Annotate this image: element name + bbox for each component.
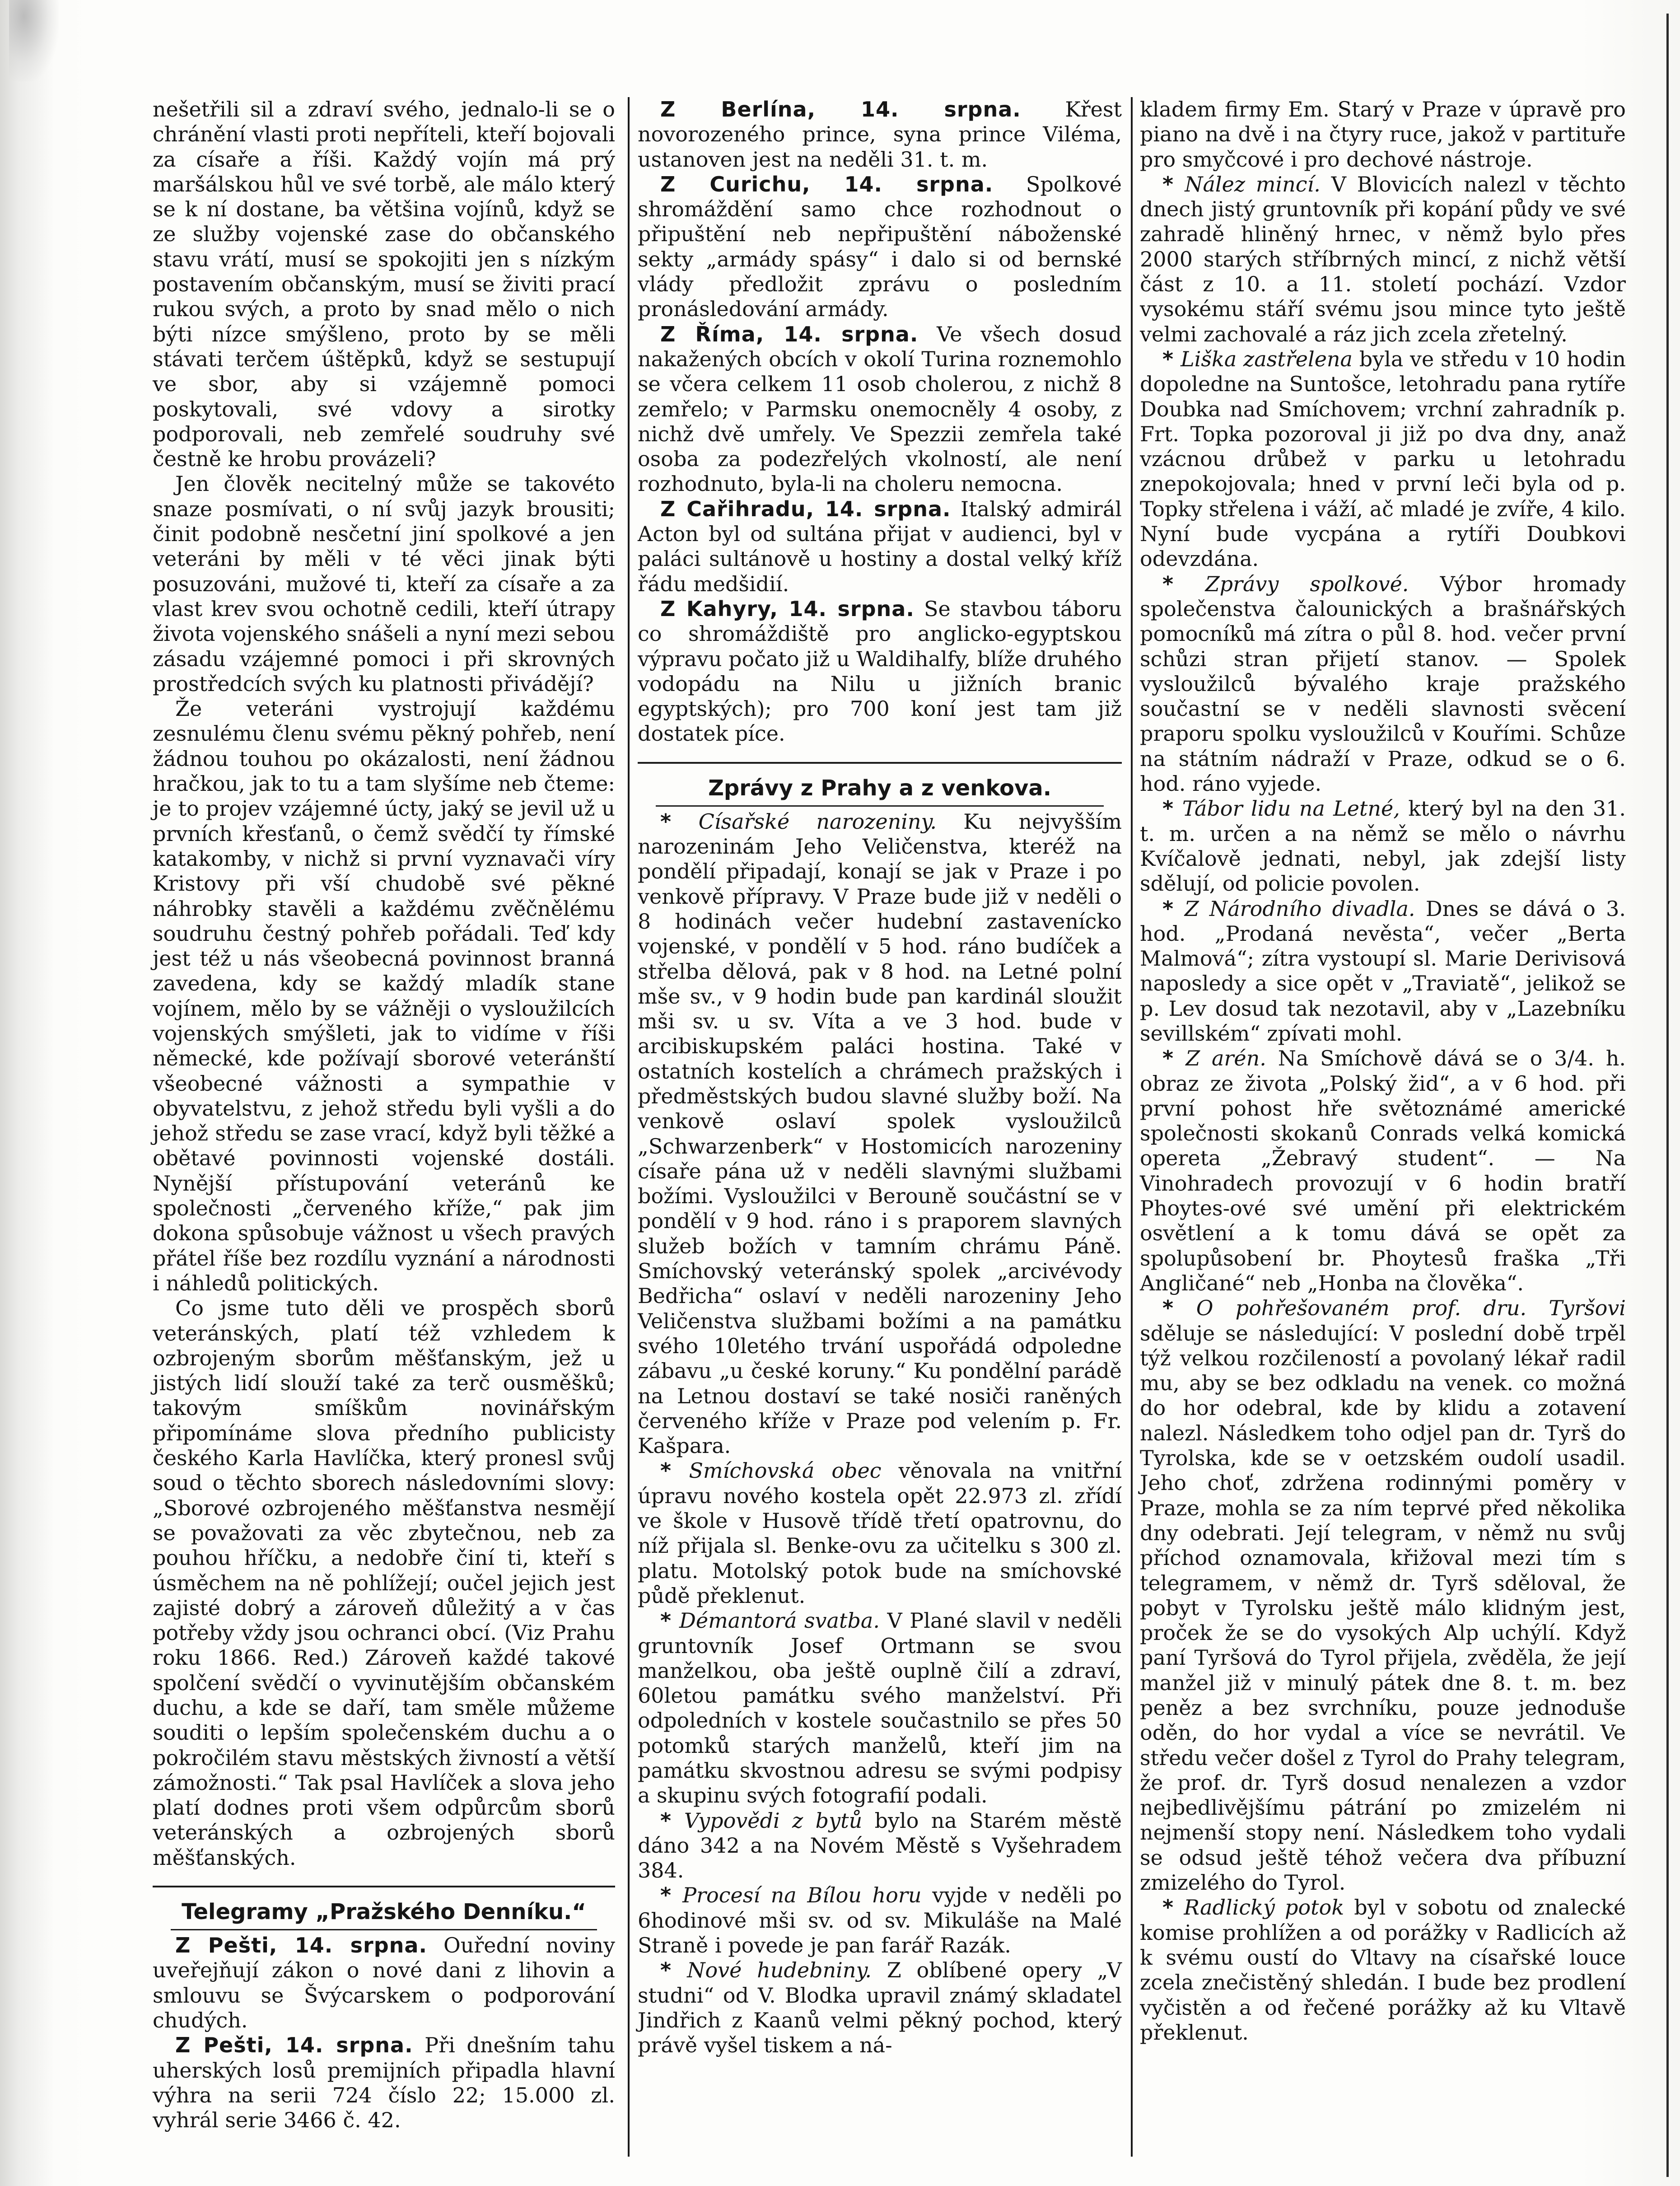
asterisk-marker: * bbox=[1162, 1296, 1196, 1321]
section-heading: Telegramy „Pražského Denníku.“ bbox=[182, 1899, 586, 1925]
item-title: Radlický potok bbox=[1184, 1895, 1344, 1920]
item-text: který byl na den 31. t. m. určen a na němž se mělo o návrhu Kvíčalově jednati, nebyl, jak zdejší listy sdělují, od policie povolen. bbox=[1140, 796, 1626, 896]
news-dateline: Z Cařihradu, 14. srpna. bbox=[660, 496, 951, 521]
asterisk-marker: * bbox=[1162, 571, 1205, 596]
section-rule bbox=[153, 1886, 615, 1887]
item-text: věnovala na vnitřní úpravu nového kostela opět 22.973 zl. zřídí ve škole v Husově třídě třetí opatrovnu, do níž přijala sl. Benke-ovu za učitelku s 300 zl. platu. Motolský potok bude na smíchovské půdě překlenut. bbox=[638, 1458, 1122, 1608]
paragraph-text: kladem firmy Em. Starý v Praze v úpravě pro piano na dvě i na čtyry ruce, jakož v partituře pro smyčcové i pro dechové nástroje. bbox=[1140, 97, 1626, 172]
item-title: Nové hudebniny. bbox=[687, 1958, 872, 1983]
item-text: vyjde v neděli po 6hodinové mši sv. od sv. Mikuláše na Malé Straně i povede je pan farář Razák. bbox=[638, 1883, 1122, 1958]
news-item bbox=[153, 2033, 615, 2133]
item-title: Procesí na Bílou horu bbox=[682, 1883, 922, 1908]
asterisk-marker: * bbox=[1162, 896, 1185, 921]
item-text: Na Smíchově dává se o 3/4. h. obraz ze života „Polský žid“, a v 6 hod. při první pohost hře světoznámé americké společnosti skokanů Conrads velká komická opereta „Žebravý student“. — Na Vinohradech provozují v 6 hodin bratří Phoytes-ové své umění při elektrickém osvětlení a k tomu dává se opět za spolupůsobení br. Phoytesů fraška „Tři Angličané“ neb „Honba na člověka“. bbox=[1140, 1046, 1626, 1295]
asterisk-marker: * bbox=[1162, 346, 1181, 371]
item-title: Z arén. bbox=[1185, 1046, 1266, 1071]
scan-edge-shadow bbox=[0, 0, 54, 2186]
column-divider-1 bbox=[628, 97, 630, 2157]
scan-right-edge bbox=[1666, 14, 1669, 2177]
local-news-item bbox=[1140, 172, 1626, 347]
local-news-item bbox=[1140, 572, 1626, 797]
asterisk-marker: * bbox=[1162, 796, 1182, 821]
item-title: Nález mincí. bbox=[1185, 172, 1321, 196]
item-title: Démantorá svatba. bbox=[679, 1608, 880, 1633]
article-paragraph bbox=[153, 97, 615, 472]
item-title: O pohřešovaném prof. dru. Tyršovi bbox=[1196, 1296, 1626, 1321]
item-text: Ku nejvyšším narozeninám Jeho Veličenstva, kteréž na pondělí připadají, konají se jak v Praze i po venkově přípravy. V Praze bude již v neděli o 8 hodinách večer hudební zastavenícko vojenské, v pondělí v 5 hod. ráno budíček a střelba dělová, pak v 8 hod. na Letné polní mše sv., v 9 hodin bude pan kardinál sloužit mši sv. u sv. Víta a ve 3 hod. bude v arcibiskupském paláci hostina. Také v ostatních kostelích a chrámech pražských i předměstských budou slavné služby boží. Na venkově oslaví spolek vysloužilců „Schwarzenberk“ v Hostomicích narozeniny císaře pána už v neděli slavnými službami božími. Vysloužilci v Berouně součástní se v pondělí v 9 hod. ráno i s praporem slavných služeb božích v tamním chrámu Páně. Smíchovský veteránský spolek „arcivévody Bedřicha“ oslaví v neděli narozeniny Jeho Veličenstva službami božími a na památku svého 10letého trvání uspořádá odpoledne zábavu „u české koruny.“ Ku pondělní parádě na Letnou dostaví se také nosiči raněných červeného kříže v Praze pod velením p. Fr. Kašpara. bbox=[638, 809, 1122, 1458]
news-item bbox=[638, 322, 1122, 497]
heading-underline bbox=[171, 1929, 597, 1930]
news-dateline: Z Říma, 14. srpna. bbox=[660, 322, 919, 346]
local-news-item bbox=[638, 1608, 1122, 1808]
news-item bbox=[638, 497, 1122, 597]
news-dateline: Z Berlína, 14. srpna. bbox=[660, 97, 1021, 121]
news-dateline: Z Pešti, 14. srpna. bbox=[175, 1933, 427, 1958]
news-text: Při dnešním tahu uherských losů premijních připadla hlavní výhra na serii 724 číslo 22; 15.000 zl. vyhrál serie 3466 č. 42. bbox=[153, 2033, 616, 2133]
article-paragraph bbox=[1140, 97, 1626, 172]
column-right bbox=[1140, 97, 1626, 2045]
local-news-item bbox=[638, 809, 1122, 1459]
news-item bbox=[638, 172, 1122, 322]
news-text: Ve všech dosud nakažených obcích v okolí Turina roznemohlo se včera celkem 11 osob cholerou, z nichž 8 zemřelo; v Parmsku onemocněly 4 osoby, z nichž dvě umřely. Ve Spezzii zemřela také osoba za podezřelých vkolností, ale není rozhodnuto, byla-li na choleru nemocna. bbox=[638, 322, 1122, 496]
article-paragraph bbox=[153, 696, 615, 1296]
asterisk-marker: * bbox=[660, 1458, 689, 1483]
item-text: bylo na Starém městě dáno 342 a na Novém Městě s Vyšehradem 384. bbox=[638, 1808, 1122, 1883]
item-title: Smíchovská obec bbox=[689, 1458, 882, 1483]
section-rule bbox=[638, 762, 1122, 764]
news-item bbox=[638, 97, 1122, 172]
news-dateline: Z Curichu, 14. srpna. bbox=[660, 172, 994, 196]
asterisk-marker: * bbox=[1162, 1046, 1186, 1071]
column-middle bbox=[638, 97, 1122, 2058]
local-news-item bbox=[638, 1958, 1122, 2058]
column-left bbox=[153, 97, 615, 2133]
article-paragraph bbox=[153, 1296, 615, 1870]
item-text: byla ve středu v 10 hodin dopoledne na Suntošce, letohradu pana rytíře Doubka nad Smíchovem; vrchní zahradník p. Frt. Topka pozoroval ji již po dva dny, anaž vzácnou drůbež v parku u letohradu znepokojovala; hned v první leči byla od p. Topky střelena i váží, ač mladé je zvíře, 4 kilo. Nyní bude vycpána a rytíři Doubkovi odevzdána. bbox=[1140, 346, 1626, 571]
section-heading: Zprávy z Prahy a z venkova. bbox=[708, 775, 1051, 801]
local-news-item bbox=[638, 1458, 1122, 1608]
item-title: Císařské narozeniny. bbox=[698, 809, 937, 834]
news-dateline: Z Pešti, 14. srpna. bbox=[175, 2033, 413, 2058]
scan-ink-blot bbox=[9, 0, 59, 81]
local-news-item bbox=[1140, 897, 1626, 1046]
local-news-item bbox=[638, 1883, 1122, 1958]
local-news-item bbox=[638, 1808, 1122, 1883]
item-text: Výbor hromady společenstva čalounických a brašnářských pomocníků má zítra o půl 8. hod. večer první schůzi stran přijetí stanov. — Spolek vysloužilců bývalého kraje pražského součastní se v neděli slavnosti svěcení praporu spolku vysloužilců v Kouřími. Schůze na státním nádraží v Praze, odkud se o 6. hod. ráno vyjede. bbox=[1140, 571, 1626, 796]
news-text: Křest novorozeného prince, syna prince Viléma, ustanoven jest na neděli 31. t. m. bbox=[638, 97, 1122, 172]
local-news-item bbox=[1140, 1296, 1626, 1895]
item-text: Dnes se dává o 3. hod. „Prodaná nevěsta“, večer „Berta Malmová“; zítra vystoupí sl. Marie Derivisová naposledy a sice opět v „Traviatě“, jelikož se p. Lev dosud tak nezotavil, aby v „Lazebníku sevillském“ zpívati mohl. bbox=[1140, 896, 1626, 1046]
local-news-item bbox=[1140, 796, 1626, 896]
asterisk-marker: * bbox=[660, 1958, 687, 1983]
column-divider-2 bbox=[1131, 97, 1133, 2157]
paragraph-text: Co jsme tuto děli ve prospěch sborů veteránských, platí též vzhledem k ozbrojeným sborům měšťanským, jež u jistých lidí slouží také za terč ousměšků; takovým smíškům novinářským připomínáme slova předního publicisty českého Karla Havlíčka, který pronesl svůj soud o těchto sborech následovními slovy: „Sborové ozbrojeného měšťanstva nesmějí se považovati za věc zbytečnou, neb za pouhou hříčku, a nedobře činí ti, kteří s úsměchem na ně pohlížejí; oučel jejich jest zajisté dobrý a zároveň důležitý a v čas potřeby vždy jsou ochranci obcí. (Viz Prahu roku 1866. Red.) Zároveň každé takové spolčení svědčí o vyvinutějším občanském duchu, a kde se daří, tam směle můžeme souditi o lepším společenském duchu a o pokročilém stavu městských živností a větší zámožnosti.“ Tak psal Havlíček a slova jeho platí dodnes proti všem odpůrcům sborů veteránských a ozbrojených sborů měšťanských. bbox=[153, 1296, 615, 1870]
item-title: Liška zastřelena bbox=[1181, 346, 1353, 371]
news-dateline: Z Kahyry, 14. srpna. bbox=[660, 596, 915, 621]
item-text: V Plané slavil v neděli gruntovník Josef Ortmann se svou manželkou, oba ještě ouplně čilí a zdraví, 60letou památku svého manželství. Při odpoledních v kostele součastnilo se přes 50 potomků starých manželů, kteří jim na památku skvostnou adresu se svými podpisy a skupinu svých fotografií podali. bbox=[638, 1608, 1122, 1808]
article-paragraph bbox=[153, 472, 615, 696]
local-news-item bbox=[1140, 1895, 1626, 2045]
item-title: Zprávy spolkové. bbox=[1205, 571, 1409, 596]
asterisk-marker: * bbox=[660, 1808, 684, 1833]
item-text: V Blovicích nalezl v těchto dnech jistý gruntovník při kopání půdy ve své zahradě hliněný hrnec, v němž bylo přes 2000 starých stříbrných mincí, z nichž větší část z 10. a 11. století pochází. Vzdor vysokému stáří svému jsou mince tyto ještě velmi zachovalé a ráz jich zcela zřetelný. bbox=[1140, 172, 1626, 346]
asterisk-marker: * bbox=[1162, 172, 1185, 196]
paragraph-text: nešetřili sil a zdraví svého, jednalo-li se o chránění vlasti proti nepříteli, kteří bojovali za císaře a říši. Každý vojín má prý maršálskou hůl ve své torbě, ale málo který se k ní dostane, ba většina vojínů, když se ze služby vojenské zase do občanského stavu vrátí, musí se spokojiti jen s nízkým postavením občanským, musí se živiti prací rukou svých, a proto by snad mělo o nich býti nízce smýšleno, proto by se měli stávati terčem úštěpků, když se sestupují ve sbor, aby si vzájemně pomoci poskytovali, své vdovy a sirotky podporovali, neb zemřelé soudruhy své čestně ke hrobu provázeli? bbox=[153, 97, 615, 472]
item-text: byl v sobotu od znalecké komise prohlížen a od porážky v Radlicích až k svému oustí do Vltavy na císařské louce zcela znečistěný shledán. I bude bez prodlení vyčistěn a od řečené porážky až ku Vltavě překlenut. bbox=[1140, 1895, 1626, 2045]
asterisk-marker: * bbox=[660, 1883, 683, 1908]
heading-underline bbox=[656, 805, 1104, 807]
news-text: Ouřední noviny uveřejňují zákon o nové dani z lihovin a smlouvu se Švýcarskem o podporování chudých. bbox=[153, 1933, 615, 2032]
asterisk-marker: * bbox=[1162, 1895, 1184, 1920]
asterisk-marker: * bbox=[660, 1608, 680, 1633]
news-text: Se stavbou táboru co shromáždiště pro anglicko-egyptskou výpravu počato již u Waldihalfy, blíže druhého vodopádu na Nilu u jižních branic egyptských); pro 700 koní jest tam již dostatek píce. bbox=[638, 596, 1122, 746]
item-title: Z Národního divadla. bbox=[1184, 896, 1415, 921]
item-text: sděluje se následující: V poslední době trpěl týž velkou rozčileností a povolaný lékař radil mu, aby se bez odkladu na venek. co možná do hor odebral, kde by klidu a zotavení nalezl. Následkem toho odjel pan dr. Tyrš do Tyrolska, kde se v oetzském oudolí usadil. Jeho choť, zdržena rodinnými poměry v Praze, mohla se za ním teprvé před několika dny odebrati. Její telegram, v němž nu svůj příchod oznamovala, křižoval mezi tím s telegramem, v němž dr. Tyrš sděloval, že pobyt v Tyrolsku ještě málo klidným jest, proček že se do vysokých Alp uchýlí. Když paní Tyršová do Tyrol přijela, zvěděla, že její manžel již v minulý pátek dne 8. t. m. bez peněz a bez svrchníku, pouze jednoduše oděn, do hor vydal a více se nevrátil. Ve středu večer došel z Tyrol do Prahy telegram, že prof. dr. Tyrš dosud nenalezen a vzdor nejbedlivějšímu pátrání po zmizelém ni nejmenší stopy není. Následkem toho vydali se odsud ještě téhož večera dva příbuzní zmizelého do Tyrol. bbox=[1140, 1321, 1626, 1895]
local-news-item bbox=[1140, 347, 1626, 572]
asterisk-marker: * bbox=[660, 809, 699, 834]
news-item bbox=[153, 1933, 615, 2033]
local-news-item bbox=[1140, 1046, 1626, 1296]
news-text: Spolkové shromáždění samo chce rozhodnout o připuštění neb nepřipuštění náboženské sekty „armády spásy“ i dalo si od bernské vlády předložit zprávu o posledním pronásledování armády. bbox=[638, 172, 1122, 322]
news-item bbox=[638, 597, 1122, 747]
item-title: Tábor lidu na Letné, bbox=[1182, 796, 1400, 821]
item-text: Z oblíbené opery „V studni“ od V. Blodka upravil známý skladatel Jindřich z Kaanů velmi pěkný pochod, který právě vyšel tiskem a ná- bbox=[638, 1958, 1122, 2058]
news-text: Italský admirál Acton byl od sultána přijat v audienci, byl v paláci sultánově u hostiny a dostal velký kříž řádu medšidií. bbox=[638, 496, 1122, 596]
paragraph-text: Že veteráni vystrojují každému zesnulému členu svému pěkný pohřeb, není žádnou touhou po okázalosti, není žádnou hračkou, jak to tu a tam slyšíme neb čteme: je to projev vzájemné úcty, jaký se jevil už u prvních křesťanů, o čemž svědčí ty římské katakomby, v nichž si první vyznavači víry Kristovy při vší chudobě své pěkné náhrobky stavěli a každému zvěčnělému soudruhu čestný pohřeb pořádali. Teď kdy jest též u nás všeobecná povinnost branná zavedena, kdy se každý mladík stane vojínem, mělo by se vážněji o vysloužilcích vojenských smýšleti, jak to vidíme v říši německé, kde požívají sborové veteránští všeobecné vážnosti a sympathie v obyvatelstvu, z jehož středu byli vyšli a do jehož středu se zase vrací, když byli těžké a obětavé povinnosti vojenské dostáli. Nynější přístupování veteránů ke společnosti „červeného kříže,“ pak jim dokona spůsobuje vážnost u všech pravých přátel říše bez rozdílu vyznání a národnosti i náhledů politických. bbox=[153, 696, 615, 1295]
item-title: Vypovědi z bytů bbox=[684, 1808, 863, 1833]
paragraph-text: Jen člověk necitelný může se takovéto snaze posmívati, o ní svůj jazyk brousiti; činit podobně nesčetní jiní spolkové a jen veteráni by měli v té věci jinak býti posuzováni, mužové ti, kteří za císaře a za vlast krev svou ochotně cedili, kteří útrapy života vojenského snášeli a nyní mezi sebou zásadu vzájemné pomoci i při skrovných prostředcích svých ku platnosti přivádějí? bbox=[153, 472, 615, 696]
